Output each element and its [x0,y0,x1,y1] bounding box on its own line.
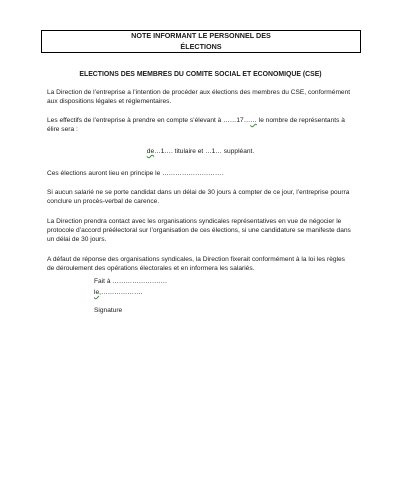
intro-line-1: La Direction de l’entreprise a l’intention de procéder aux élections des membres du CSE, conformément [47,89,351,96]
default-line-1: A défaut de réponse des organisations syndicales, la Direction fixerait conformément à la loi les règles [47,256,345,263]
intro-line-2: aux dispositions légales et réglementaires. [47,98,172,106]
representatives-text: …1…. titulaire et …1… suppléant. [154,148,255,155]
negotiation-paragraph [47,217,359,245]
date-line [94,289,142,296]
effectifs-text-b: le nombre de représentants à [256,117,345,124]
default-line-2: de déroulement des opérations électorales et en informera les salariés. [47,265,255,273]
fait-a-line: Fait à ……………………. [94,278,167,285]
effectifs-mark: … [250,117,257,124]
title-line-1: NOTE INFORMANT LE PERSONNEL DES [131,31,271,40]
effectifs-text-a: Les effectifs de l’entreprise à prendre en compte s’élevant à ……17… [47,117,251,124]
carence-paragraph [47,188,359,206]
negotiation-line-3: un délai de 30 jours. [47,236,107,244]
signature-label: Signature [94,307,123,314]
date-le: le [94,289,100,296]
date-rest: ,………………. [99,289,143,296]
effectifs-paragraph [47,116,359,134]
representatives-line [0,148,401,155]
negotiation-line-1: La Direction prendra contact avec les organisations syndicales représentatives en vue de négocier le [47,218,342,225]
elections-date: Ces élections auront lieu en principe le ………………………. [47,170,224,177]
intro-paragraph [47,88,359,106]
effectifs-line-2: élire sera : [47,126,78,134]
title-line-2: ÉLECTIONS [180,41,222,51]
default-paragraph [47,255,359,273]
carence-line-1: Si aucun salarié ne se porte candidat dans un délai de 30 jours à compter de ce jour, l’entreprise pourra [47,189,350,196]
representatives-de: de [146,148,155,155]
carence-line-2: conclure un procès-verbal de carence. [47,198,160,206]
effectifs-line-1 [47,116,359,125]
negotiation-line-2: protocole d’accord préélectoral sur l’organisation de ces élections, si une candidature se manifeste dans [47,227,351,235]
section-heading: ELECTIONS DES MEMBRES DU COMITE SOCIAL ET ECONOMIQUE (CSE) [79,71,322,78]
title-box [41,30,361,53]
